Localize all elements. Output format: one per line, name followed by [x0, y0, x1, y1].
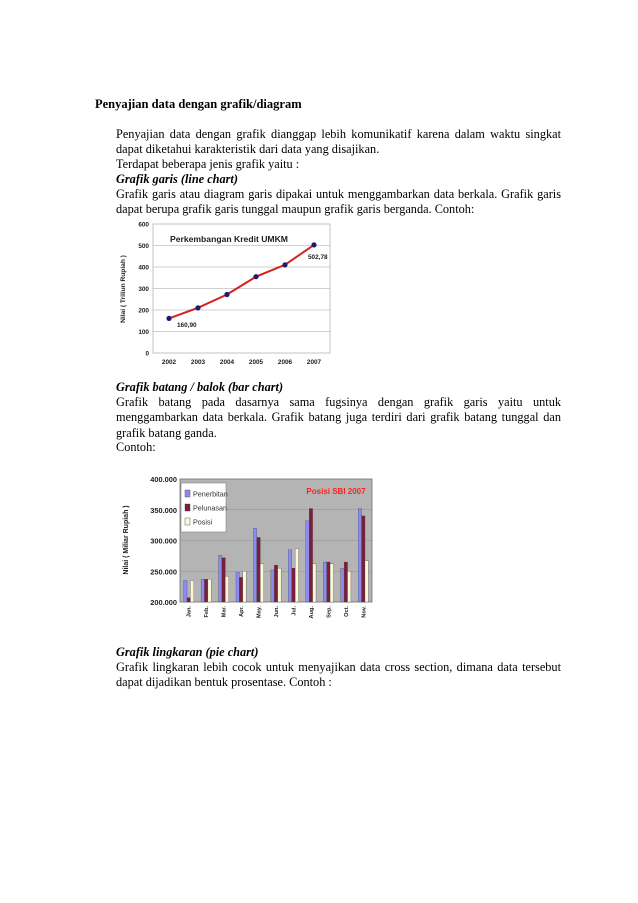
line-chart-y-tick: 500 — [138, 243, 149, 250]
line-chart-y-axis-label: Nilai ( Triliun Rupiah ) — [120, 255, 127, 323]
line-chart-annotation-last: 502,78 — [308, 254, 328, 261]
line-chart-y-tick: 600 — [138, 221, 149, 229]
bar-chart-bar — [190, 580, 193, 602]
bar-chart-title: Posisi SBI 2007 — [306, 487, 366, 496]
bar-chart-bar — [292, 568, 295, 602]
bar-chart-bar — [204, 579, 207, 602]
bar-chart-bar — [309, 509, 312, 602]
bar-chart-legend-swatch — [185, 504, 190, 511]
bar-chart-x-tick: May. — [256, 606, 263, 619]
intro-paragraph: Penyajian data dengan grafik dianggap lebih komunikatif karena dalam waktu singkat dapat diketahui karakteristik dari data yang disajikan. — [116, 127, 561, 157]
bar-chart-bar — [362, 516, 365, 602]
bar-chart-bar — [348, 571, 351, 602]
line-chart-figure — [116, 217, 342, 372]
section-heading: Penyajian data dengan grafik/diagram — [95, 97, 302, 111]
bar-chart-y-tick: 250.000 — [150, 567, 177, 577]
line-chart-x-tick: 2004 — [219, 359, 235, 366]
line-chart — [116, 217, 342, 372]
bar-chart-x-tick: Jan. — [186, 606, 193, 618]
bar-chart-legend-label: Penerbitan — [193, 489, 228, 499]
chart-types-intro: Terdapat beberapa jenis grafik yaitu : — [116, 157, 300, 171]
bar-chart-bar — [330, 564, 333, 602]
bar-chart-bar — [344, 562, 347, 602]
bar-chart-bar — [253, 528, 256, 602]
line-chart-description: Grafik garis atau diagram garis dipakai untuk menggambarkan data berkala. Grafik garis dapat berupa grafik garis tunggal maupun grafik garis berganda. Contoh: — [116, 187, 561, 217]
bar-chart-bar — [323, 562, 326, 602]
bar-chart-bar — [222, 558, 225, 602]
bar-chart-x-tick: Jul. — [291, 606, 298, 616]
bar-chart-legend-label: Posisi — [193, 517, 213, 527]
bar-chart-heading: Grafik batang / balok (bar chart) — [116, 380, 284, 394]
bar-chart-figure — [116, 470, 376, 630]
bar-chart-bar — [365, 561, 368, 602]
bar-chart-bar — [225, 576, 228, 602]
pie-chart-heading: Grafik lingkaran (pie chart) — [116, 645, 259, 659]
bar-chart-legend-swatch — [185, 490, 190, 497]
bar-chart-x-tick: Oct. — [343, 606, 350, 617]
bar-chart-legend-label: Pelunasan — [193, 503, 227, 513]
bar-chart-bar — [271, 570, 274, 602]
bar-chart-bar — [257, 537, 260, 602]
line-chart-annotation-first: 160,90 — [177, 322, 197, 329]
bar-chart-bar — [184, 580, 187, 602]
line-chart-x-tick: 2006 — [277, 359, 293, 366]
bar-chart-x-tick: Jun. — [274, 606, 280, 618]
line-chart-y-tick: 400 — [138, 264, 149, 272]
bar-chart-bar — [341, 568, 344, 602]
bar-chart-bar — [236, 572, 239, 602]
bar-chart-y-axis-label: Nilai ( Miliar Rupiah ) — [123, 505, 130, 575]
bar-chart-x-tick: Mar. — [221, 606, 228, 618]
bar-chart-description: Grafik batang pada dasarnya sama fugsinya dengan grafik garis yaitu untuk menggambarkan data berkala. Grafik batang juga terdiri dari grafik batang tunggal dan grafik batang ganda. — [116, 395, 561, 440]
bar-chart — [116, 470, 376, 630]
line-chart-y-tick: 100 — [138, 329, 149, 336]
bar-chart-bar — [239, 577, 242, 602]
bar-chart-x-tick: Nov. — [361, 606, 368, 618]
line-chart-point — [195, 305, 200, 310]
bar-chart-bar — [278, 568, 281, 602]
bar-chart-bar — [208, 579, 211, 602]
bar-chart-bar — [295, 548, 298, 602]
line-chart-point — [282, 262, 287, 267]
bar-chart-bar — [306, 521, 309, 602]
bar-chart-bar — [288, 550, 291, 602]
line-chart-y-tick: 200 — [138, 307, 149, 315]
line-chart-heading: Grafik garis (line chart) — [116, 172, 238, 186]
bar-chart-y-tick: 300.000 — [150, 536, 177, 546]
line-chart-point — [166, 316, 171, 321]
bar-chart-y-tick: 350.000 — [150, 505, 177, 515]
bar-chart-x-tick: Aug. — [308, 606, 315, 619]
bar-chart-bar — [313, 564, 316, 602]
line-chart-x-tick: 2007 — [306, 359, 322, 366]
bar-chart-legend-swatch — [185, 518, 190, 525]
bar-chart-bar — [260, 564, 263, 602]
bar-chart-y-tick: 400.000 — [150, 475, 177, 484]
line-chart-y-tick: 300 — [138, 286, 149, 293]
bar-chart-bar — [358, 509, 361, 602]
line-chart-x-tick: 2002 — [161, 359, 177, 366]
pie-chart-description: Grafik lingkaran lebih cocok untuk menyajikan data cross section, dimana data tersebut dapat dijadikan bentuk prosentase. Contoh : — [116, 660, 561, 690]
line-chart-title: Perkembangan Kredit UMKM — [170, 234, 288, 244]
bar-chart-bar — [243, 571, 246, 602]
line-chart-x-tick: 2005 — [248, 359, 264, 366]
bar-chart-x-tick: Apr. — [239, 606, 246, 617]
bar-chart-bar — [327, 562, 330, 602]
bar-chart-bar — [219, 555, 222, 602]
line-chart-y-tick: 0 — [145, 350, 149, 358]
line-chart-point — [253, 274, 258, 279]
bar-chart-y-tick: 200.000 — [150, 598, 177, 607]
bar-chart-bar — [201, 579, 204, 602]
line-chart-point — [224, 292, 229, 297]
bar-chart-x-tick: Sep. — [326, 606, 333, 618]
bar-chart-bar — [274, 565, 277, 602]
bar-chart-bar — [187, 598, 190, 602]
bar-chart-x-tick: Feb. — [204, 606, 211, 618]
bar-chart-example-label: Contoh: — [116, 440, 156, 454]
line-chart-point — [311, 242, 316, 247]
line-chart-x-tick: 2003 — [190, 359, 206, 366]
